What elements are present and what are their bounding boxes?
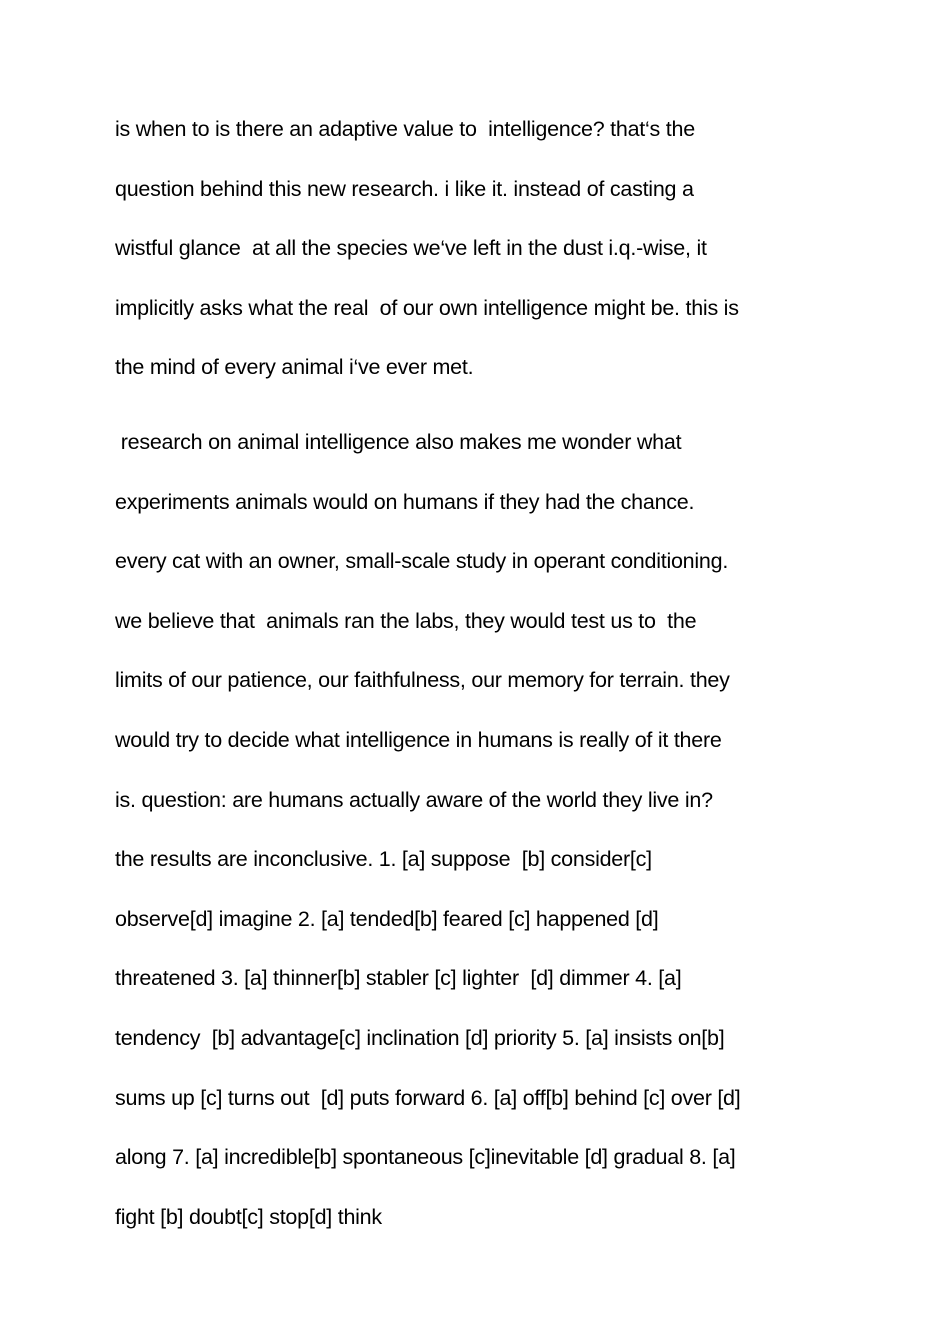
text-line: would try to decide what intelligence in humans is really of it there (115, 727, 722, 752)
text-line: research on animal intelligence also makes me wonder what (115, 430, 682, 454)
text-line: fight [b] doubt[c] stop[d] think (115, 1204, 382, 1229)
text-line: tendency [b] advantage[c] inclination [d] priority 5. [a] insists on[b] (115, 1025, 725, 1050)
text-line: threatened 3. [a] thinner[b] stabler [c] lighter [d] dimmer 4. [a] (115, 966, 682, 991)
text-line: we believe that animals ran the labs, they would test us to the (115, 608, 697, 633)
paragraph-1 (115, 100, 845, 398)
text-line: question behind this new research. i like it. instead of casting a (115, 176, 694, 201)
text-line: is when to is there an adaptive value to intelligence? that‘s the (115, 117, 695, 141)
text-line: the mind of every animal i‘ve ever met. (115, 355, 474, 380)
text-line: observe[d] imagine 2. [a] tended[b] feared [c] happened [d] (115, 906, 659, 931)
text-line: implicitly asks what the real of our own intelligence might be. this is (115, 295, 739, 320)
text-line: experiments animals would on humans if they had the chance. (115, 489, 695, 514)
paragraph-2 (115, 413, 845, 1247)
text-line: the results are inconclusive. 1. [a] suppose [b] consider[c] (115, 847, 652, 872)
text-line: sums up [c] turns out [d] puts forward 6. [a] off[b] behind [c] over [d] (115, 1085, 741, 1110)
text-line: every cat with an owner, small-scale study in operant conditioning. (115, 549, 729, 574)
text-line: wistful glance at all the species we‘ve left in the dust i.q.-wise, it (115, 236, 707, 261)
text-line: is. question: are humans actually aware of the world they live in? (115, 787, 713, 812)
text-line: along 7. [a] incredible[b] spontaneous [c]inevitable [d] gradual 8. [a] (115, 1145, 736, 1170)
text-line: limits of our patience, our faithfulness, our memory for terrain. they (115, 668, 730, 693)
